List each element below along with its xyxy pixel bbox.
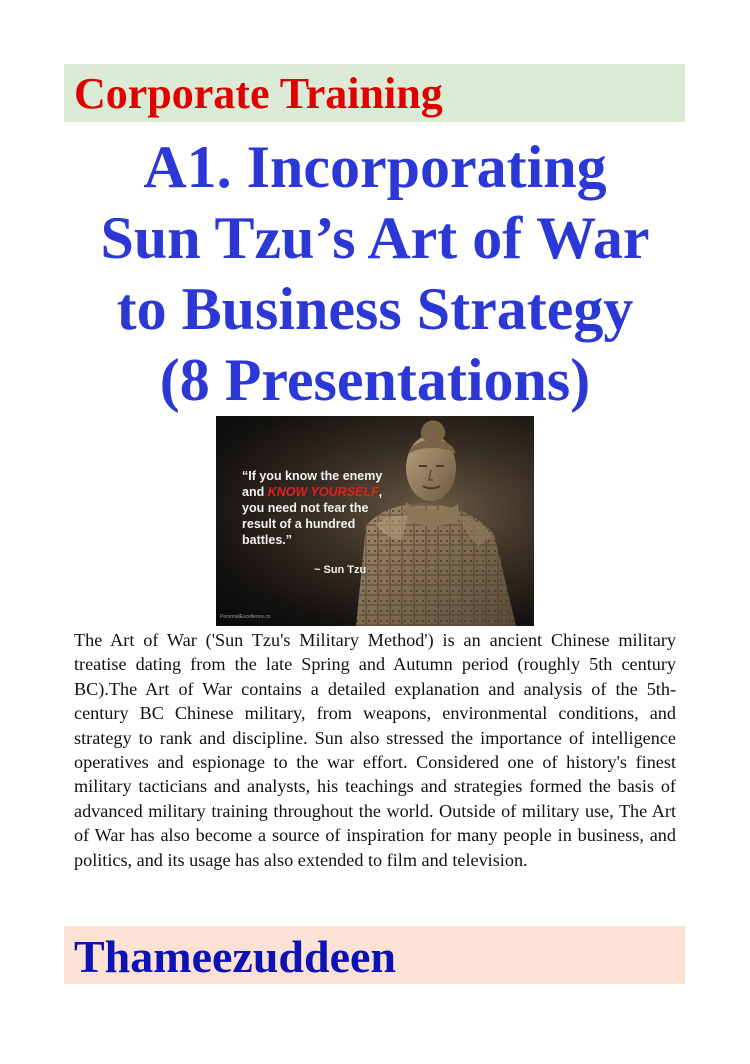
sun-tzu-quote-image [216, 416, 534, 626]
title-line-3: to Business Strategy [116, 276, 634, 342]
author-name: Thameezuddeen [74, 931, 396, 982]
footer-band [64, 926, 685, 984]
header-band [64, 64, 685, 122]
quote-accent-text: KNOW YOURSELF [267, 485, 379, 499]
header-label: Corporate Training [74, 69, 443, 118]
image-credit: PersonalExcellence.co [220, 614, 271, 620]
page-title [40, 132, 710, 416]
quote-text-part-1: “If you know the enemy and [242, 469, 383, 499]
quote-attribution: ~ Sun Tzu [314, 564, 367, 576]
quote-text-part-2: , you need not fear the result of a hundred battles.” [242, 485, 383, 547]
title-line-4: (8 Presentations) [159, 347, 591, 413]
quote-text [242, 468, 392, 548]
description-paragraph: The Art of War ('Sun Tzu's Military Method') is an ancient Chinese military treatise dating from the late Spring and Autumn period (roughly 5th century BC).The Art of War contains a detailed explanation and analysis of the 5th-century BC Chinese military, from weapons, environmental conditions, and strategy to rank and discipline. Sun also stressed the importance of intelligence operatives and espionage to the war effort. Considered one of history's finest military tacticians and analysts, his teachings and strategies formed the basis of advanced military training throughout the world. Outside of military use, The Art of War has also become a source of inspiration for many people in business, and politics, and its usage has also extended to film and television. [74, 630, 676, 870]
title-line-1: A1. Incorporating [143, 134, 607, 200]
title-line-2: Sun Tzu’s Art of War [100, 205, 650, 271]
